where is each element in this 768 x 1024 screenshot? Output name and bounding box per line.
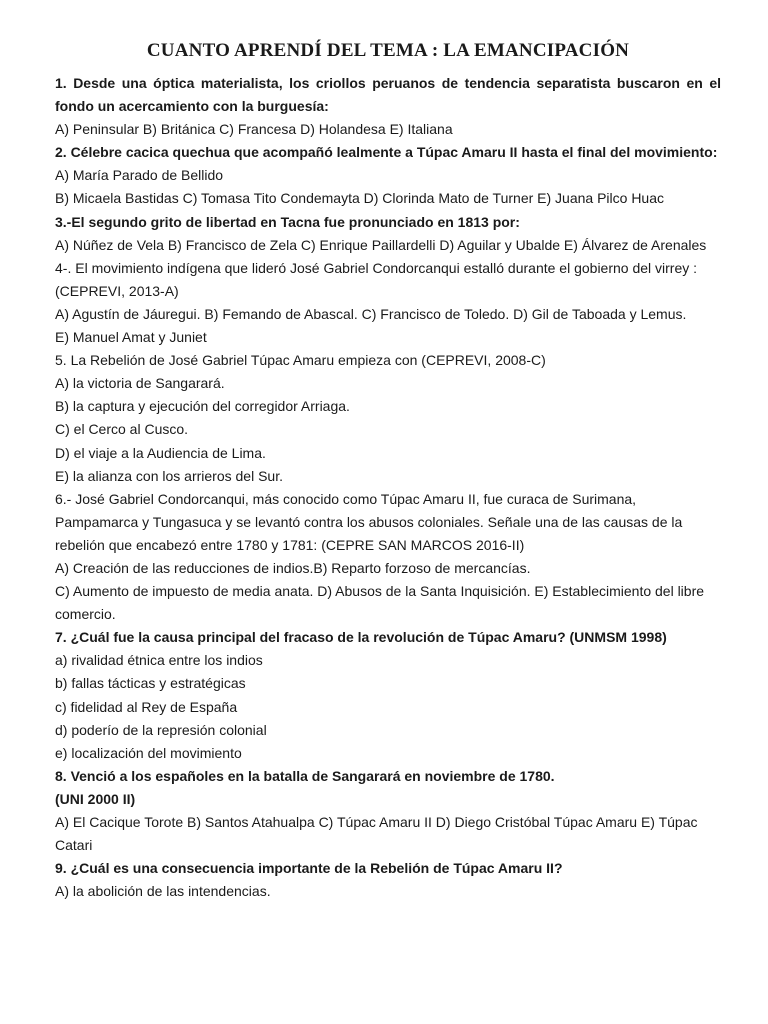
question-7: 7. ¿Cuál fue la causa principal del fracaso de la revolución de Túpac Amaru? (UNMSM 1998) xyxy=(55,629,667,646)
question-1-options: A) Peninsular B) Británica C) Francesa D) Holandesa E) Italiana xyxy=(55,121,453,138)
question-5-option-b: B) la captura y ejecución del corregidor Arriaga. xyxy=(55,398,350,415)
question-2: 2. Célebre cacica quechua que acompañó lealmente a Túpac Amaru II hasta el final del movimiento: xyxy=(55,144,718,161)
question-6-options-2: C) Aumento de impuesto de media anata. D) Abusos de la Santa Inquisición. E) Establecimiento del libre comercio. xyxy=(55,583,705,623)
question-4: 4-. El movimiento indígena que lideró José Gabriel Condorcanqui estalló durante el gobierno del virrey : (CEPREVI, 2013-A) xyxy=(55,259,698,299)
question-9-option-a: A) la abolición de las intendencias. xyxy=(55,883,271,900)
question-5-option-a: A) la victoria de Sangarará. xyxy=(55,375,225,392)
question-5: 5. La Rebelión de José Gabriel Túpac Amaru empieza con (CEPREVI, 2008-C) xyxy=(55,352,546,369)
question-8-source: (UNI 2000 II) xyxy=(55,790,136,807)
page-title: CUANTO APRENDÍ DEL TEMA : LA EMANCIPACIÓN xyxy=(146,40,630,61)
question-7-option-d: d) poderío de la represión colonial xyxy=(55,721,267,738)
question-6-options-1: A) Creación de las reducciones de indios.B) Reparto forzoso de mercancías. xyxy=(55,559,531,576)
question-5-option-d: D) el viaje a la Audiencia de Lima. xyxy=(55,444,266,461)
worksheet-page xyxy=(55,40,721,903)
question-7-option-c: c) fidelidad al Rey de España xyxy=(55,698,238,715)
question-7-option-a: a) rivalidad étnica entre los indios xyxy=(55,652,263,669)
question-5-option-c: C) el Cerco al Cusco. xyxy=(55,421,189,438)
question-4-option-e: E) Manuel Amat y Juniet xyxy=(55,329,207,346)
question-1: 1. Desde una óptica materialista, los criollos peruanos de tendencia separatista buscaron en el fondo un acercamiento con la burguesía: xyxy=(55,75,721,115)
question-7-option-e: e) localización del movimiento xyxy=(55,744,242,761)
question-8: 8. Venció a los españoles en la batalla de Sangarará en noviembre de 1780. xyxy=(55,767,555,784)
question-6: 6.- José Gabriel Condorcanqui, más conocido como Túpac Amaru II, fue curaca de Surimana, Pampamarca y Tungasuca y se levantó contra los abusos coloniales. Señale una de las causas de la rebelión que encabezó entre 1780 y 1781: (CEPRE SAN MARCOS 2016-II) xyxy=(55,490,683,553)
question-4-options: A) Agustín de Jáuregui. B) Femando de Abascal. C) Francisco de Toledo. D) Gil de Taboada y Lemus. xyxy=(55,305,687,322)
question-5-option-e: E) la alianza con los arrieros del Sur. xyxy=(55,467,283,484)
question-3: 3.-El segundo grito de libertad en Tacna fue pronunciado en 1813 por: xyxy=(55,213,520,230)
question-2-options-rest: B) Micaela Bastidas C) Tomasa Tito Condemayta D) Clorinda Mato de Turner E) Juana Pilco Huac xyxy=(55,190,665,207)
question-3-options: A) Núñez de Vela B) Francisco de Zela C) Enrique Paillardelli D) Aguilar y Ubalde E) Álvarez de Arenales xyxy=(55,236,707,253)
question-8-options: A) El Cacique Torote B) Santos Atahualpa C) Túpac Amaru II D) Diego Cristóbal Túpac Amaru E) Túpac Catari xyxy=(55,814,698,854)
question-9: 9. ¿Cuál es una consecuencia importante de la Rebelión de Túpac Amaru II? xyxy=(55,860,563,877)
question-2-option-a: A) María Parado de Bellido xyxy=(55,167,224,184)
question-7-option-b: b) fallas tácticas y estratégicas xyxy=(55,675,246,692)
